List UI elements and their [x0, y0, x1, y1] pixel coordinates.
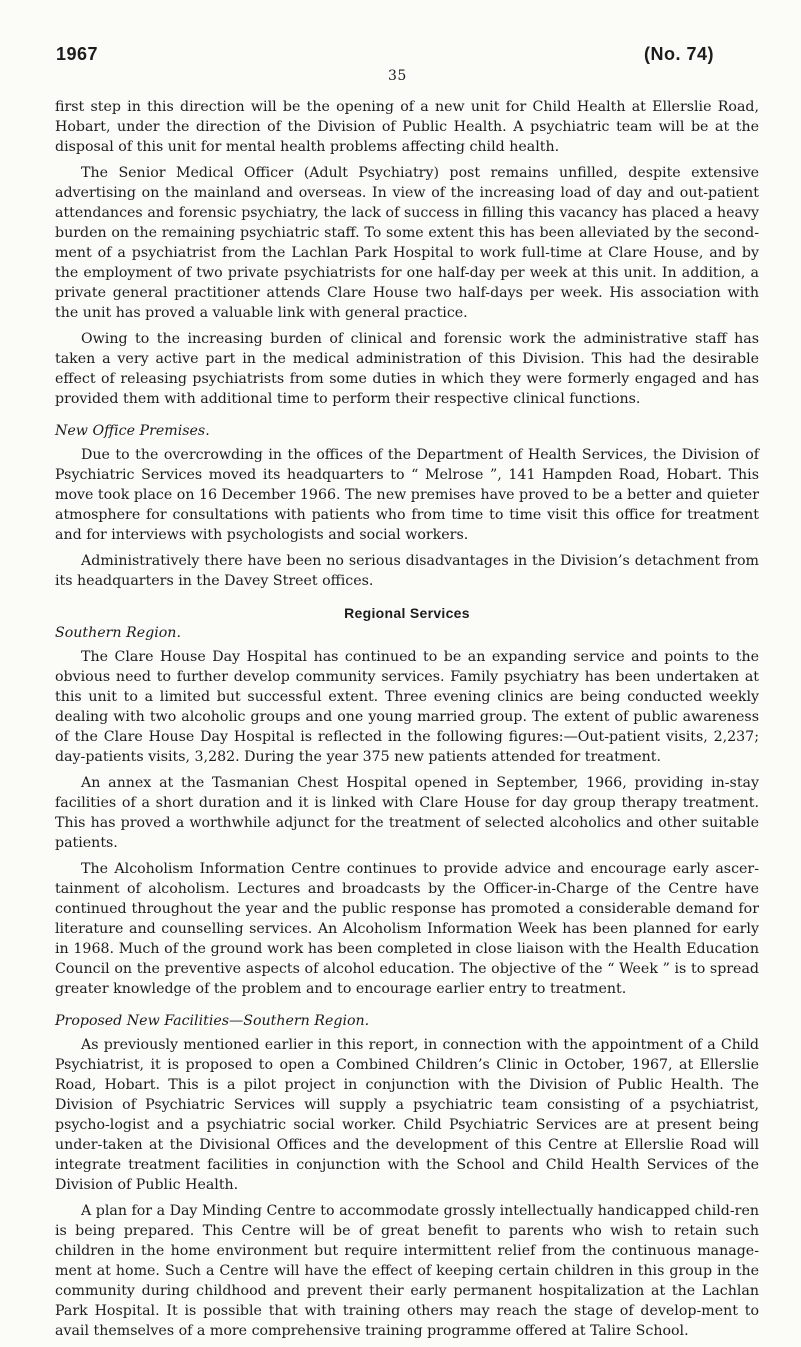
paragraph-9: As previously mentioned earlier in this report, in connection with the appointment of a Child Psychiatrist, it is proposed to open a Combined Children’s Clinic in October, 1967, at Ellerslie Road, Hobart. This is a pilot project in conjunction with the Division of Public Health. The Division of Psychiatric Services will supply a psychiatric team consisting of a psychiatrist, psycho-logist and a psychiatric social worker. Child Psychiatric Services are at present being under-taken at the Divisional Offices and the development of this Centre at Ellerslie Road will integrate treatment facilities in conjunction with the School and Child Health Services of the Division of Public Health.	[55, 1037, 759, 1193]
paragraph-5: Administratively there have been no serious disadvantages in the Division’s detachment from its headquarters in the Davey Street offices.	[55, 553, 759, 589]
paragraph-3: Owing to the increasing burden of clinical and forensic work the administrative staff has taken a very active part in the medical administration of this Division. This had the desirable effect of releasing psychiatrists from some duties in which they were formerly engaged and has provided them with additional time to perform their respective clinical functions.	[55, 331, 759, 407]
header-year: 1967	[56, 44, 99, 64]
paragraph-8: The Alcoholism Information Centre continues to provide advice and encourage early ascer-tainment of alcoholism. Lectures and broadcasts by the Officer-in-Charge of the Centre have continued throughout the year and the public response has promoted a considerable demand for literature and counselling services. An Alcoholism Information Week has been planned for early in 1968. Much of the ground work has been completed in close liaison with the Health Education Council on the preventive aspects of alcohol education. The objective of the “ Week ” is to spread greater knowledge of the problem and to encourage earlier entry to treatment.	[55, 861, 759, 997]
paragraph-1: first step in this direction will be the opening of a new unit for Child Health at Ellerslie Road, Hobart, under the direction of the Division of Public Health. A psychiatric team will be at the disposal of this unit for mental health problems affecting child health.	[55, 99, 759, 155]
paragraph-4: Due to the overcrowding in the offices of the Department of Health Services, the Division of Psychiatric Services moved its headquarters to “ Melrose ”, 141 Hampden Road, Hobart. This move took place on 16 December 1966. The new premises have proved to be a better and quieter atmosphere for consultations with patients who from time to time visit this office for treatment and for interviews with psychologists and social workers.	[55, 447, 759, 543]
paragraph-6: The Clare House Day Hospital has continued to be an expanding service and points to the obvious need to further develop community services. Family psychiatry has been undertaken at this unit to a limited but successful extent. Three evening clinics are being conducted weekly dealing with two alcoholic groups and one young married group. The extent of public awareness of the Clare House Day Hospital is reflected in the following figures:—Out-patient visits, 2,237; day-patients visits, 3,282. During the year 375 new patients attended for treatment.	[55, 649, 759, 765]
heading-regional-services: Regional Services	[344, 605, 470, 621]
heading-new-office-premises: New Office Premises.	[55, 423, 210, 439]
page-number: 35	[388, 68, 407, 84]
paragraph-7: An annex at the Tasmanian Chest Hospital opened in September, 1966, providing in-stay facilities of a short duration and it is linked with Clare House for day group therapy treatment. This has proved a worthwhile adjunct for the treatment of selected alcoholics and other suitable patients.	[55, 775, 759, 851]
header-doc-number: (No. 74)	[644, 44, 715, 64]
heading-southern-region: Southern Region.	[55, 625, 181, 641]
paragraph-2: The Senior Medical Officer (Adult Psychiatry) post remains unfilled, despite extensive advertising on the mainland and overseas. In view of the increasing load of day and out-patient attendances and forensic psychiatry, the lack of success in filling this vacancy has placed a heavy burden on the remaining psychiatric staff. To some extent this has been alleviated by the second-ment of a psychiatrist from the Lachlan Park Hospital to work full-time at Clare House, and by the employment of two private psychiatrists for one half-day per week at this unit. In addition, a private general practitioner attends Clare House two half-days per week. His association with the unit has proved a valuable link with general practice.	[55, 165, 759, 321]
body-text	[55, 97, 759, 1347]
paragraph-10: A plan for a Day Minding Centre to accommodate grossly intellectually handicapped child-ren is being prepared. This Centre will be of great benefit to parents who wish to retain such children in the home environment but require intermittent relief from the continuous manage-ment at home. Such a Centre will have the effect of keeping certain children in this group in the community during childhood and prevent their early permanent hospitalization at the Lachlan Park Hospital. It is possible that with training others may reach the stage of develop-ment to avail themselves of a more comprehensive training programme offered at Talire School.	[55, 1203, 759, 1339]
heading-proposed-facilities: Proposed New Facilities—Southern Region.	[55, 1013, 370, 1029]
